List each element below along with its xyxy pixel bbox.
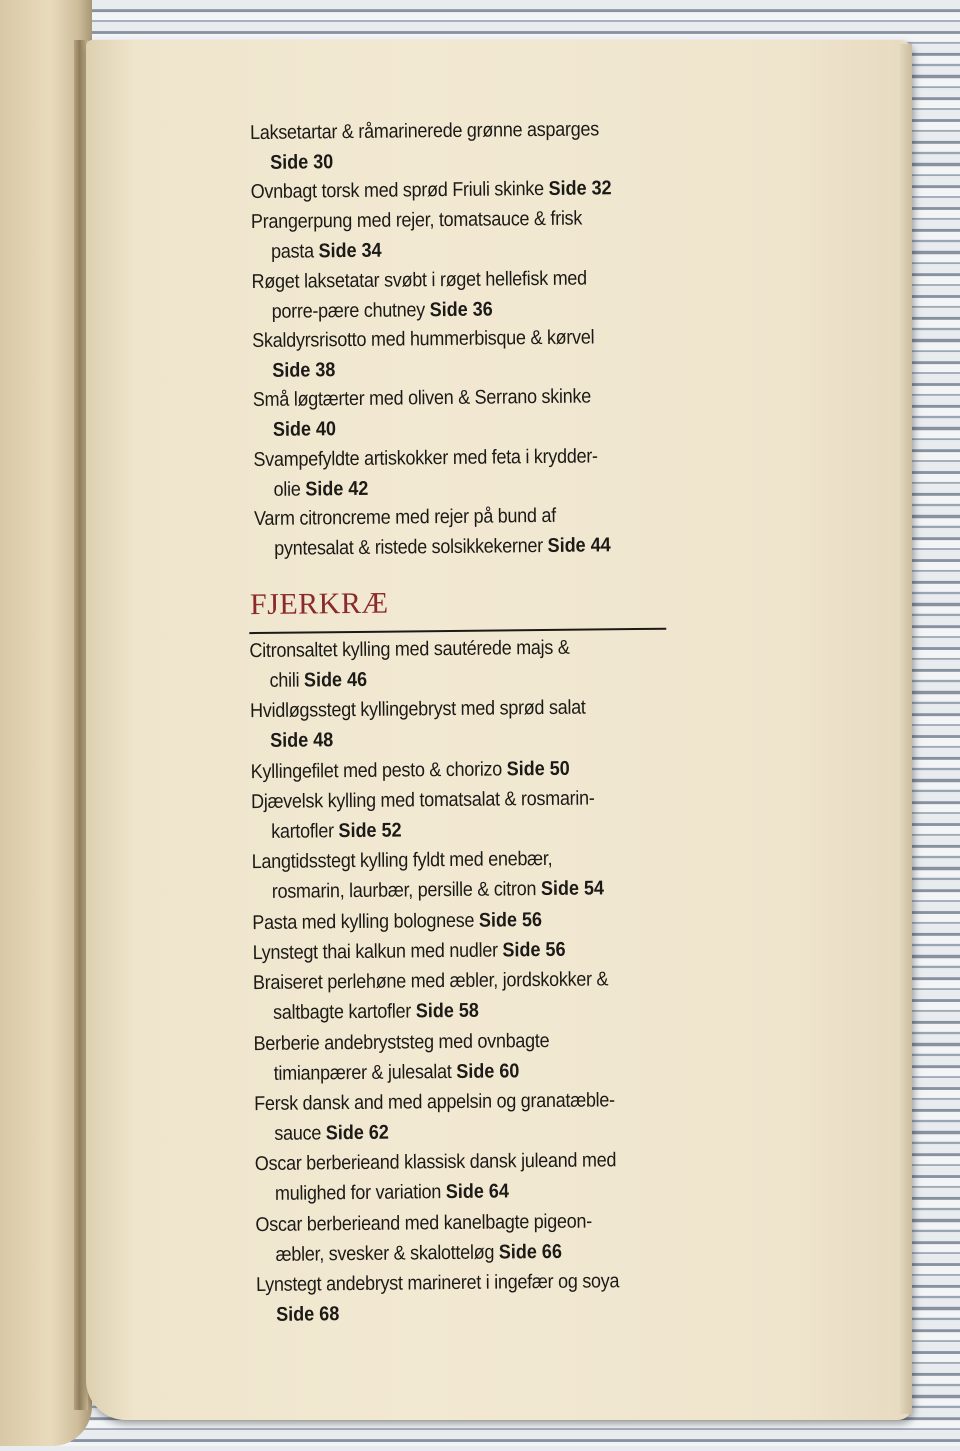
recipe-title-text: Fersk dansk and med appelsin og granatæble- bbox=[254, 1089, 615, 1116]
recipe-title-text: Røget laksetatar svøbt i røget hellefisk med bbox=[251, 267, 587, 293]
recipe-title-text: Skaldyrsrisotto med hummerbisque & kørvel bbox=[252, 326, 595, 352]
recipe-title-line bbox=[251, 203, 647, 237]
recipe-entry bbox=[253, 1024, 694, 1089]
recipe-title-line bbox=[252, 934, 648, 968]
recipe-title-line bbox=[251, 783, 647, 817]
recipe-title-line bbox=[253, 441, 649, 475]
page-reference: Side 44 bbox=[547, 534, 611, 558]
recipe-title-text: mulighed for variation bbox=[274, 1181, 442, 1206]
recipe-title-text: Braiseret perlehøne med æbler, jordskokker & bbox=[252, 968, 609, 995]
page-reference: Side 56 bbox=[478, 908, 543, 932]
recipe-title-text: Laksetartar & råmarinerede grønne asparges bbox=[249, 118, 599, 145]
recipe-title-line bbox=[254, 1055, 650, 1089]
recipe-title-text: Hvidløgsstegt kyllingebryst med sprød salat bbox=[249, 696, 586, 723]
page-reference: Side 34 bbox=[318, 239, 382, 263]
recipe-entry bbox=[255, 1145, 696, 1210]
recipe-title-line bbox=[254, 530, 650, 564]
section-heading: FJERKRÆ bbox=[249, 586, 389, 622]
recipe-entry bbox=[253, 964, 694, 1029]
recipe-title-line bbox=[250, 662, 646, 696]
recipe-entry bbox=[253, 381, 694, 446]
recipe-title-text: Lynstegt thai kalkun med nudler bbox=[252, 939, 498, 965]
recipe-title-line bbox=[255, 1145, 651, 1179]
recipe-title-text: Ovnbagt torsk med sprød Friuli skinke bbox=[250, 178, 544, 204]
recipe-title-text: Små løgtærter med oliven & Serrano skinke bbox=[252, 385, 592, 412]
page-reference: Side 60 bbox=[456, 1059, 520, 1083]
page-reference: Side 68 bbox=[276, 1303, 340, 1327]
recipe-entry bbox=[249, 631, 690, 696]
recipe-title-line bbox=[251, 753, 647, 787]
recipe-entry bbox=[251, 262, 692, 327]
recipe-title-text: Varm citroncreme med rejer på bund af bbox=[253, 504, 557, 531]
recipe-title-line bbox=[251, 262, 647, 296]
recipe-title-line bbox=[256, 1296, 652, 1330]
recipe-title-line bbox=[253, 1025, 649, 1059]
page-reference: Side 36 bbox=[429, 298, 493, 321]
recipe-title-text: Langtidsstegt kylling fyldt med enebær, bbox=[251, 848, 553, 874]
recipe-title-text: æbler, svesker & skalotteløg bbox=[275, 1241, 495, 1266]
recipe-entry bbox=[251, 203, 692, 268]
recipe-title-text: timianpærer & julesalat bbox=[273, 1060, 452, 1085]
page-reference: Side 32 bbox=[548, 177, 612, 201]
recipe-entry bbox=[256, 1266, 697, 1331]
recipe-title-text: sauce bbox=[274, 1122, 322, 1145]
recipe-entry bbox=[252, 903, 692, 938]
page-reference: Side 48 bbox=[270, 729, 334, 753]
recipe-title-text: pyntesalat & ristede solsikkekerner bbox=[274, 535, 544, 560]
recipe-title-line bbox=[255, 1175, 651, 1209]
recipe-title-text: olie bbox=[273, 478, 301, 501]
recipe-title-text: kartofler bbox=[271, 820, 334, 843]
page-reference: Side 42 bbox=[305, 477, 369, 501]
page-reference: Side 66 bbox=[498, 1240, 563, 1264]
page-reference: Side 30 bbox=[270, 151, 334, 174]
recipe-title-text: Oscar berberieand med kanelbagte pigeon- bbox=[255, 1210, 593, 1236]
page-reference: Side 62 bbox=[325, 1121, 389, 1145]
recipe-title-text: Citronsaltet kylling med sautérede majs & bbox=[249, 636, 570, 663]
recipe-entry bbox=[254, 500, 695, 565]
page-reference: Side 38 bbox=[272, 359, 336, 382]
recipe-title-line bbox=[249, 632, 645, 666]
recipe-title-line bbox=[250, 114, 646, 148]
recipe-title-text: porre-pære chutney bbox=[271, 298, 426, 323]
page-reference: Side 64 bbox=[445, 1180, 510, 1204]
recipe-entry bbox=[254, 1084, 695, 1149]
recipe-title-text: Pasta med kylling bolognese bbox=[252, 909, 475, 934]
page-reference: Side 40 bbox=[272, 418, 337, 442]
recipe-title-line bbox=[250, 692, 646, 726]
page-reference: Side 54 bbox=[540, 877, 605, 901]
recipe-title-text: Svampefyldte artiskokker med feta i krydder- bbox=[253, 445, 598, 471]
recipe-title-line bbox=[252, 322, 648, 356]
recipe-entry bbox=[250, 692, 691, 757]
recipe-title-line bbox=[254, 471, 650, 505]
recipe-entry bbox=[252, 933, 692, 968]
recipe-title-text: pasta bbox=[270, 240, 314, 263]
recipe-entry bbox=[251, 782, 692, 847]
recipe-title-text: rosmarin, laurbær, persille & citron bbox=[271, 878, 537, 904]
recipe-entry bbox=[255, 1205, 696, 1270]
recipe-title-line bbox=[256, 1236, 652, 1270]
recipe-entry bbox=[250, 113, 691, 178]
page-reference: Side 52 bbox=[338, 819, 402, 843]
recipe-title-line bbox=[253, 381, 649, 415]
recipe-title-line bbox=[253, 964, 649, 998]
recipe-title-line bbox=[254, 1085, 650, 1119]
recipe-title-line bbox=[251, 173, 647, 207]
recipe-entry bbox=[253, 440, 694, 505]
recipe-title-line bbox=[252, 904, 648, 938]
recipe-title-line bbox=[255, 1206, 651, 1240]
recipe-title-line bbox=[251, 233, 647, 267]
page-reference: Side 50 bbox=[506, 757, 570, 781]
recipe-title-line bbox=[253, 994, 649, 1028]
recipe-title-line bbox=[251, 813, 647, 847]
recipe-title-line bbox=[252, 873, 648, 907]
page-reference: Side 58 bbox=[415, 999, 479, 1023]
recipe-title-text: Djævelsk kylling med tomatsalat & rosmarin- bbox=[250, 787, 595, 814]
recipe-title-text: Lynstegt andebryst marineret i ingefær og soya bbox=[256, 1270, 620, 1297]
recipe-title-text: saltbagte kartofler bbox=[272, 1000, 412, 1025]
recipe-title-text: Berberie andebryststeg med ovnbagte bbox=[253, 1029, 550, 1055]
recipe-title-line bbox=[254, 1115, 650, 1149]
recipe-title-text: Prangerpung med rejer, tomatsauce & frisk bbox=[250, 207, 583, 234]
recipe-entry bbox=[252, 843, 693, 908]
recipe-title-text: chili bbox=[269, 669, 300, 692]
page-reference: Side 56 bbox=[502, 938, 566, 962]
recipe-entry bbox=[251, 752, 691, 787]
recipe-title-line bbox=[254, 500, 650, 534]
recipe-title-line bbox=[256, 1266, 652, 1300]
page-reference: Side 46 bbox=[303, 668, 368, 692]
recipe-title-text: Oscar berberieand klassisk dansk juleand med bbox=[254, 1149, 617, 1176]
recipe-entry bbox=[252, 321, 693, 386]
recipe-title-text: Kyllingefilet med pesto & chorizo bbox=[250, 758, 503, 783]
recipe-title-line bbox=[252, 843, 648, 877]
recipe-title-line bbox=[250, 722, 646, 756]
